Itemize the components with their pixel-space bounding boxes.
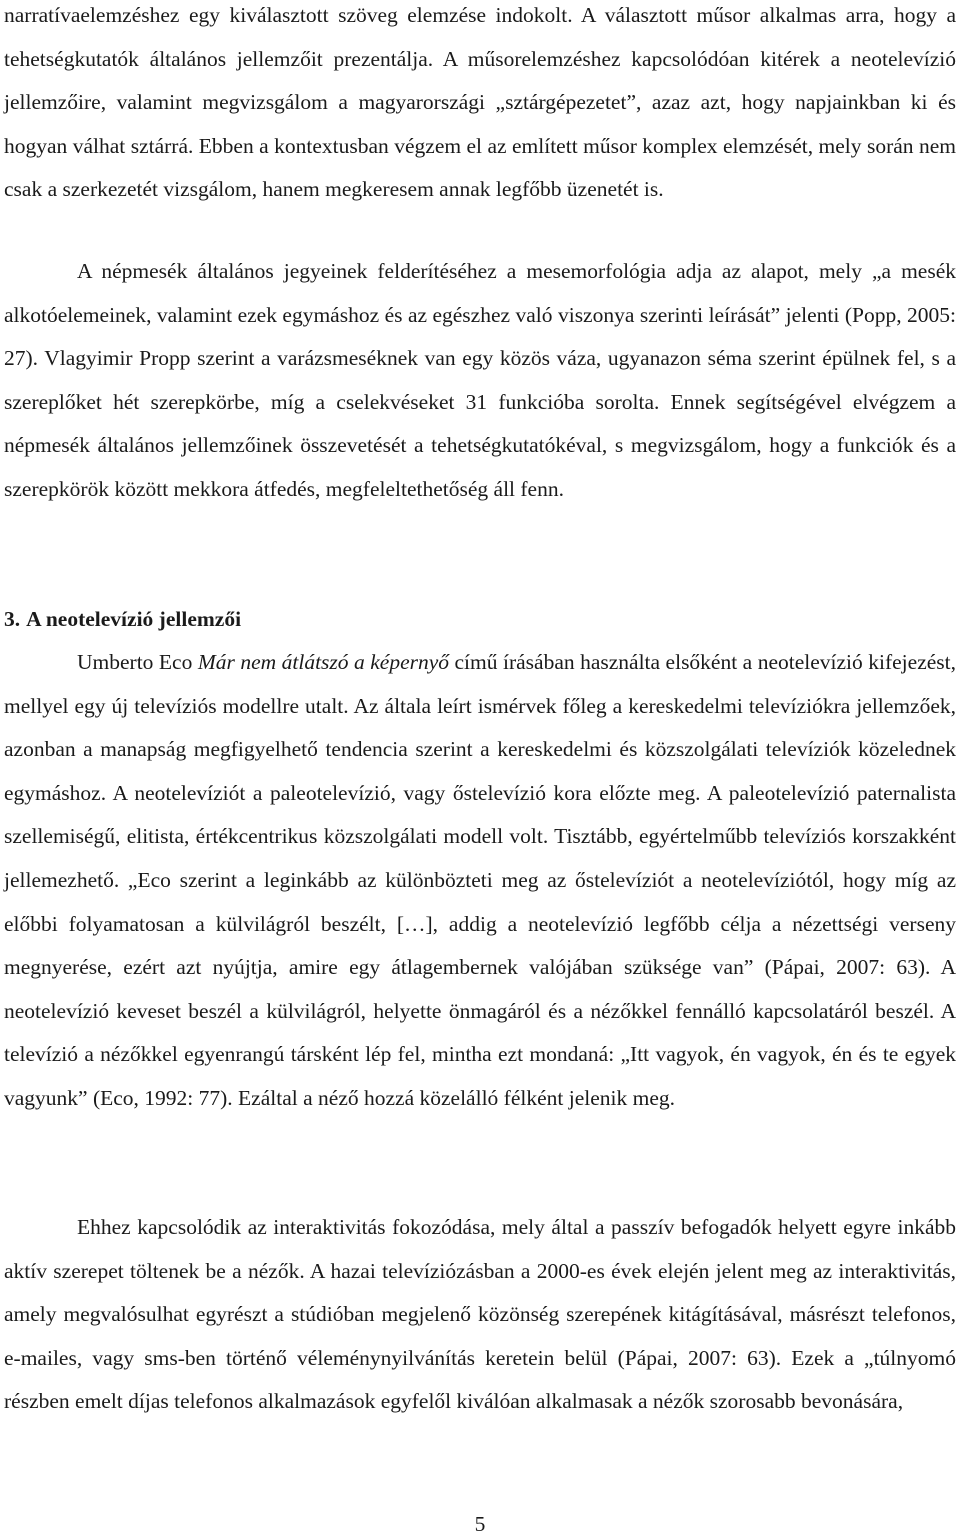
section-number: 3.	[4, 607, 21, 631]
paragraph-folktale-morphology: A népmesék általános jegyeinek felderítéséhez a mesemorfológia adja az alapot, mely „a mesék alkotóelemeinek, valamint ezek egymáshoz és az egészhez való viszonya szerinti leírását” jelenti (Popp, 2005: 27). Vlagyimir Propp szerint a varázsmeséknek van egy közös váza, ugyanazon séma szerint épülnek fel, s a szereplőket hét szerepkörbe, míg a cselekvéseket 31 funkcióba sorolta. Ennek segítségével elvégzem a népmesék általános jellemzőinek összevetését a tehetségkutatókéval, s megvizsgálom, hogy a funkciók és a szerepkörök között mekkora átfedés, megfeleltethetőség áll fenn.	[4, 259, 956, 501]
paragraph-interactivity: Ehhez kapcsolódik az interaktivitás fokozódása, mely által a passzív befogadók helyett egyre inkább aktív szerepet töltenek be a nézők. A hazai televíziózásban a 2000-es évek elején jelent meg az interaktivitás, amely megvalósulhat egyrészt a stúdióban megjelenő közönség szerepének kitágításával, másrészt telefonos, e-mailes, vagy sms-ben történő véleménynyilvánítás keretein belül (Pápai, 2007: 63). Ezek a „túlnyomó részben emelt díjas telefonos alkalmazások egyfelől kiválóan alkalmasak a nézők szorosabb bevonására,	[4, 1215, 956, 1414]
paragraph-intro-continuation: narratívaelemzéshez egy kiválasztott szöveg elemzése indokolt. A választott műsor alkalmas arra, hogy a tehetségkutatók általános jellemzőit prezentálja. A műsorelemzéshez kapcsolódóan kitérek a neotelevízió jellemzőire, valamint megvizsgálom a magyarországi „sztárgépezetet”, azaz azt, hogy napjainkban ki és hogyan válhat sztárrá. Ebben a kontextusban végzem el az említett műsor komplex elemzését, mely során nem csak a szerkezetét vizsgálom, hanem megkeresem annak legfőbb üzenetét is.	[4, 3, 956, 202]
paragraph-text: című írásában használta elsőként a neotelevízió kifejezést, mellyel egy új televíziós modellre utalt. Az általa leírt ismérvek főleg a kereskedelmi televíziókra jellemzőek, azonban a manapság megfigyelhető tendencia szerint a kereskedelmi és közszolgálati televíziók közelednek egymáshoz. A neotelevíziót a paleotelevízió, vagy őstelevízió kora előzte meg. A paleotelevízió paternalista szellemiségű, elitista, értékcentrikus közszolgálati modell volt. Tisztább, egyértelműbb televíziós korszakként jellemezhető. „Eco szerint a leginkább az különbözteti meg az őstelevíziót a neotelevíziótól, hogy míg az előbbi folyamatosan a külvilágról beszélt, […], addig a neotelevízió legfőbb célja a nézettségi verseny megnyerése, ezért azt nyújtja, amire egy átlagembernek valójában szüksége van” (Pápai, 2007: 63). A neotelevízió keveset beszél a külvilágról, helyette önmagáról és a nézőkkel fennálló kapcsolatáról beszél. A televízió a nézőkkel egyenrangú társként lép fel, mintha ezt mondaná: „Itt vagyok, én vagyok, én és te egyek vagyunk” (Eco, 1992: 77). Ezáltal a néző hozzá közelálló félként jelenik meg.	[4, 650, 956, 1110]
page-number: 5	[474, 1512, 486, 1536]
section-heading	[4, 598, 241, 642]
paragraph-neotelevision	[4, 641, 956, 1121]
section-title: A neotelevízió jellemzői	[26, 607, 242, 631]
book-title: Már nem átlátszó a képernyő	[197, 650, 450, 674]
paragraph-text: Umberto Eco	[77, 650, 198, 674]
